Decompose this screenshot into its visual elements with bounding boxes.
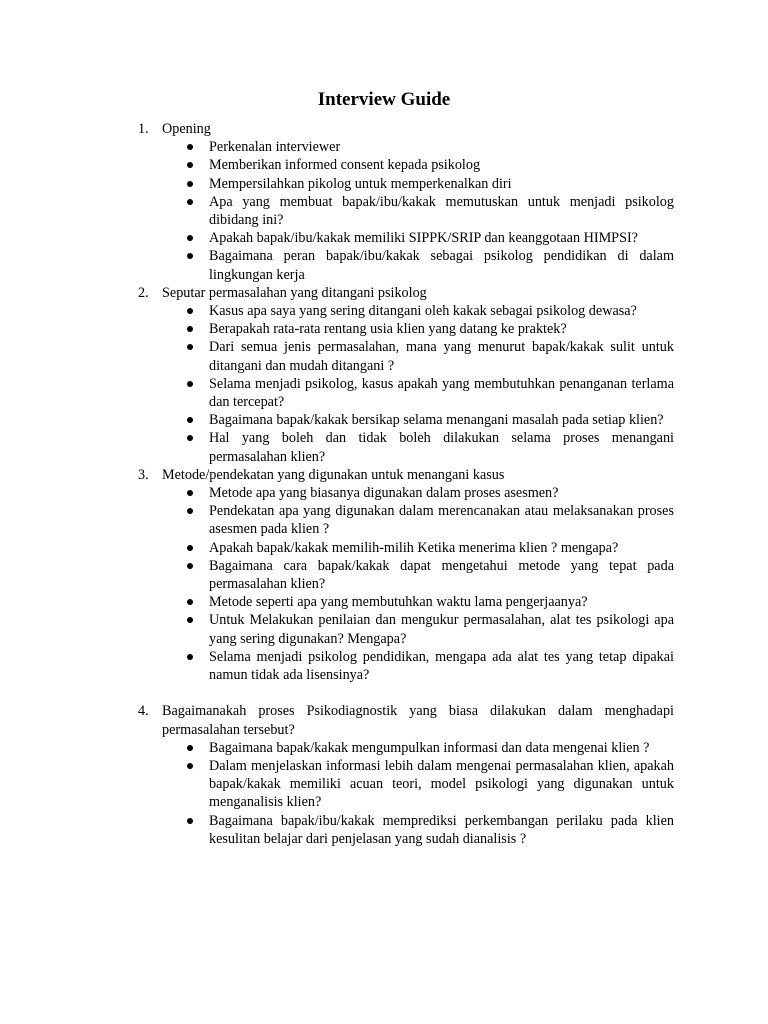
list-item: Metode seperti apa yang membutuhkan waktu lama pengerjaanya?	[209, 593, 674, 611]
list-item: Berapakah rata-rata rentang usia klien yang datang ke praktek?	[209, 320, 674, 338]
list-item: Mempersilahkan pikolog untuk memperkenalkan diri	[209, 175, 674, 193]
section-number: 3.	[138, 466, 149, 483]
bullet-icon	[187, 490, 193, 496]
list-item: Dalam menjelaskan informasi lebih dalam mengenai permasalahan klien, apakah bapak/kakak memiliki acuan teori, model psikologi yang digunakan untuk menganalisis klien?	[209, 757, 674, 812]
bullet-icon	[187, 435, 193, 441]
list-item: Bagaimana cara bapak/kakak dapat mengetahui metode yang tepat pada permasalahan klien?	[209, 557, 674, 593]
bullet-icon	[187, 818, 193, 824]
section-heading: Seputar permasalahan yang ditangani psikolog	[162, 284, 427, 301]
section-psychodiagnostic	[138, 702, 674, 848]
question-list	[162, 739, 674, 848]
list-item: Hal yang boleh dan tidak boleh dilakukan selama proses menangani permasalahan klien?	[209, 429, 674, 465]
question-list	[162, 138, 674, 284]
bullet-icon	[187, 508, 193, 514]
list-item: Metode apa yang biasanya digunakan dalam proses asesmen?	[209, 484, 674, 502]
section-heading: Opening	[162, 121, 211, 137]
bullet-icon	[187, 235, 193, 241]
bullet-icon	[187, 417, 193, 423]
list-item: Bagaimana peran bapak/ibu/kakak sebagai psikolog pendidikan di dalam lingkungan kerja	[209, 247, 674, 283]
question-list	[162, 302, 674, 466]
bullet-icon	[187, 563, 193, 569]
list-item: Apa yang membuat bapak/ibu/kakak memutuskan untuk menjadi psikolog dibidang ini?	[209, 193, 674, 229]
list-item: Bagaimana bapak/kakak bersikap selama menangani masalah pada setiap klien?	[209, 411, 674, 429]
list-item: Bagaimana bapak/ibu/kakak memprediksi perkembangan perilaku pada klien kesulitan belajar dari penjelasan yang sudah dianalisis ?	[209, 812, 674, 848]
list-item: Apakah bapak/kakak memilih-milih Ketika menerima klien ? mengapa?	[209, 539, 674, 557]
section-methods	[138, 466, 674, 684]
list-item: Selama menjadi psikolog, kasus apakah yang membutuhkan penanganan terlama dan tercepat?	[209, 375, 674, 411]
section-heading: Bagaimanakah proses Psikodiagnostik yang biasa dilakukan dalam menghadapi permasalahan tersebut?	[162, 703, 674, 738]
bullet-icon	[187, 745, 193, 751]
bullet-icon	[187, 326, 193, 332]
bullet-icon	[187, 144, 193, 150]
list-item: Untuk Melakukan penilaian dan mengukur permasalahan, alat tes psikologi apa yang sering digunakan? Mengapa?	[209, 611, 674, 647]
section-number: 2.	[138, 284, 149, 301]
bullet-icon	[187, 617, 193, 623]
bullet-icon	[187, 162, 193, 168]
section-number: 4.	[138, 703, 149, 720]
list-item: Memberikan informed consent kepada psikolog	[209, 156, 674, 174]
bullet-icon	[187, 545, 193, 551]
bullet-icon	[187, 253, 193, 259]
bullet-icon	[187, 599, 193, 605]
list-item: Kasus apa saya yang sering ditangani oleh kakak sebagai psikolog dewasa?	[209, 302, 674, 320]
bullet-icon	[187, 763, 193, 769]
interview-outline	[138, 120, 674, 848]
list-item: Selama menjadi psikolog pendidikan, mengapa ada alat tes yang tetap dipakai namun tidak ada lisensinya?	[209, 648, 674, 684]
bullet-icon	[187, 308, 193, 314]
list-item: Bagaimana bapak/kakak mengumpulkan informasi dan data mengenai klien ?	[209, 739, 674, 757]
section-number: 1.	[138, 121, 149, 137]
document-title: Interview Guide	[317, 89, 451, 110]
list-item: Pendekatan apa yang digunakan dalam merencanakan atau melaksanakan proses asesmen pada klien ?	[209, 502, 674, 538]
list-item: Apakah bapak/ibu/kakak memiliki SIPPK/SRIP dan keanggotaan HIMPSI?	[209, 229, 674, 247]
bullet-icon	[187, 199, 193, 205]
bullet-icon	[187, 654, 193, 660]
list-item: Dari semua jenis permasalahan, mana yang menurut bapak/kakak sulit untuk ditangani dan mudah ditangani ?	[209, 338, 674, 374]
section-heading: Metode/pendekatan yang digunakan untuk menangani kasus	[162, 466, 505, 483]
bullet-icon	[187, 181, 193, 187]
section-problems	[138, 284, 674, 466]
question-list	[162, 484, 674, 684]
section-opening	[138, 120, 674, 284]
list-item: Perkenalan interviewer	[209, 138, 674, 156]
bullet-icon	[187, 344, 193, 350]
bullet-icon	[187, 381, 193, 387]
